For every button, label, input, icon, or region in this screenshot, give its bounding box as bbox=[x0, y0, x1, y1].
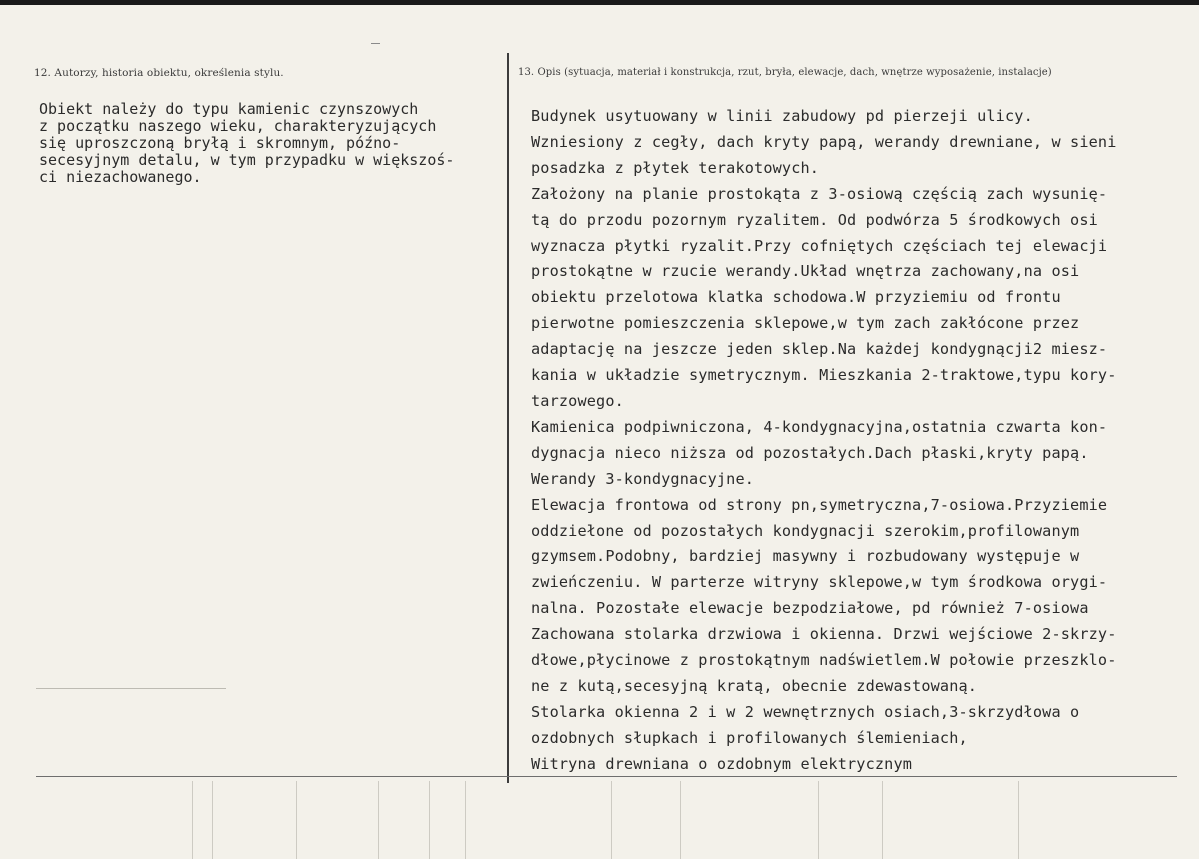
section12-line: Obiekt należy do typu kamienic czynszowych bbox=[39, 100, 419, 118]
section12-line: secesyjnym detalu, w tym przypadku w większoś- bbox=[39, 151, 455, 169]
section13-line: zwieńczeniu. W parterze witryny sklepowe,w tym środkowa orygi- bbox=[531, 573, 1108, 592]
faint-typed-line bbox=[36, 688, 226, 689]
section13-line: Witryna drewniana o ozdobnym elektrycznym bbox=[531, 754, 913, 773]
section13-line: nalna. Pozostałe elewacje bezpodziałowe, pd również 7-osiowa bbox=[531, 599, 1089, 618]
form-grid-line bbox=[882, 781, 883, 859]
form-grid-line bbox=[1018, 781, 1019, 859]
form-grid-line bbox=[429, 781, 430, 859]
section13-line: tą do przodu pozornym ryzalitem. Od podwórza 5 środkowych osi bbox=[531, 210, 1098, 229]
section13-line: dygnacja nieco niższa od pozostałych.Dach płaski,kryty papą. bbox=[531, 443, 1089, 462]
section13-line: Kamienica podpiwniczona, 4-kondygnacyjna,ostatnia czwarta kon- bbox=[531, 417, 1108, 436]
section13-line: pierwotne pomieszczenia sklepowe,w tym zach zakłócone przez bbox=[531, 314, 1080, 333]
section13-line: Zachowana stolarka drzwiowa i okienna. Drzwi wejściowe 2-skrzy- bbox=[531, 625, 1117, 644]
section13-line: dłowe,płycinowe z prostokątnym nadświetlem.W połowie przeszklo- bbox=[531, 651, 1117, 670]
form-grid-line bbox=[818, 781, 819, 859]
form-grid-line bbox=[212, 781, 213, 859]
section13-line: Werandy 3-kondygnacyjne. bbox=[531, 469, 755, 488]
section13-line: Założony na planie prostokąta z 3-osiową częścią zach wysunię- bbox=[531, 184, 1108, 203]
section13-line: oddziełone od pozostałych kondygnacji szerokim,profilowanym bbox=[531, 521, 1080, 540]
section13-line: Wzniesiony z cegły, dach kryty papą, werandy drewniane, w sieni bbox=[531, 132, 1117, 151]
section13-line: adaptację na jeszcze jeden sklep.Na każdej kondygnącji2 miesz- bbox=[531, 340, 1108, 359]
section13-line: kania w układzie symetrycznym. Mieszkania 2-traktowe,typu kory- bbox=[531, 366, 1117, 385]
section13-line: gzymsem.Podobny, bardziej masywny i rozbudowany występuje w bbox=[531, 547, 1080, 566]
section-12-body bbox=[39, 101, 454, 186]
section13-line: ne z kutą,secesyjną kratą, obecnie zdewastowaną. bbox=[531, 676, 978, 695]
section-12-heading: 12. Autorzy, historia obiektu, określenia stylu. bbox=[34, 67, 284, 79]
section13-line: Budynek usytuowany w linii zabudowy pd pierzeji ulicy. bbox=[531, 107, 1033, 125]
section12-line: ci niezachowanego. bbox=[39, 168, 202, 186]
form-grid-line bbox=[378, 781, 379, 859]
form-grid-line bbox=[680, 781, 681, 859]
section13-line: Elewacja frontowa od strony pn,symetryczna,7-osiowa.Przyziemie bbox=[531, 495, 1108, 514]
section13-line: ozdobnych słupkach i profilowanych ślemieniach, bbox=[531, 728, 968, 747]
section13-line: obiektu przelotowa klatka schodowa.W przyziemiu od frontu bbox=[531, 288, 1061, 307]
section13-line: wyznacza płytki ryzalit.Przy cofniętych częściach tej elewacji bbox=[531, 236, 1108, 255]
form-tick-mark bbox=[371, 43, 380, 44]
section12-line: się uproszczoną bryłą i skromnym, późno- bbox=[39, 134, 401, 152]
section13-line: Stolarka okienna 2 i w 2 wewnętrznych osiach,3-skrzydłowa o bbox=[531, 702, 1080, 721]
section13-line: prostokątne w rzucie werandy.Układ wnętrza zachowany,na osi bbox=[531, 262, 1080, 281]
section13-line: tarzowego. bbox=[531, 391, 624, 410]
column-divider bbox=[507, 53, 509, 783]
section-13-heading: 13. Opis (sytuacja, materiał i konstrukcja, rzut, bryła, elewacje, dach, wnętrze wyposażenie, instalacje) bbox=[518, 67, 1052, 78]
document-sheet bbox=[0, 5, 1199, 859]
form-grid-line bbox=[611, 781, 612, 859]
section13-line: posadzka z płytek terakotowych. bbox=[531, 158, 820, 177]
section-13-body bbox=[531, 104, 1117, 778]
form-grid-line bbox=[296, 781, 297, 859]
section12-line: z początku naszego wieku, charakteryzujących bbox=[39, 117, 437, 135]
form-grid-line bbox=[192, 781, 193, 859]
form-grid-line bbox=[465, 781, 466, 859]
form-bottom-rule bbox=[36, 776, 1177, 777]
